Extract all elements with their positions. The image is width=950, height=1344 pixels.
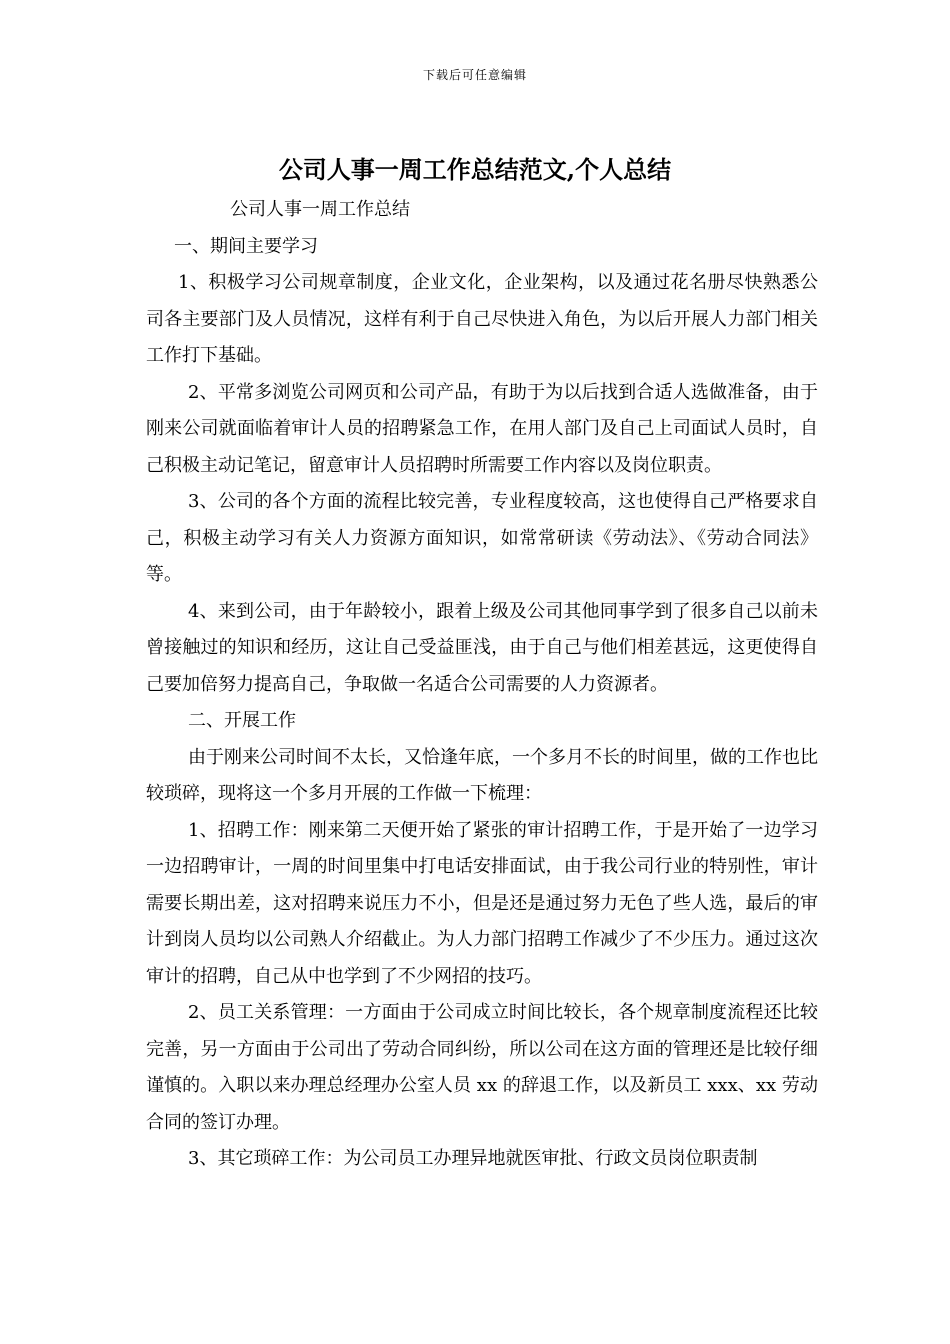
section-heading-study: 一、期间主要学习 [174, 235, 318, 257]
header-note: 下载后可任意编辑 [422, 68, 527, 82]
document-title: 公司人事一周工作总结范文,个人总结 [278, 155, 672, 184]
document-body [146, 192, 818, 1178]
paragraph-study-3: 3、公司的各个方面的流程比较完善，专业程度较高，这也使得自己严格要求自己，积极主动学习有关人力资源方面知识，如常常研读《劳动法》、《劳动合同法》等。 [146, 491, 818, 585]
paragraph-work-intro: 由于刚来公司时间不太长，又恰逢年底，一个多月不长的时间里，做的工作也比较琐碎，现将这一个多月开展的工作做一下梳理： [146, 746, 818, 804]
paragraph-study-1: 1、积极学习公司规章制度，企业文化，企业架构，以及通过花名册尽快熟悉公司各主要部门及人员情况，这样有利于自己尽快进入角色，为以后开展人力部门相关工作打下基础。 [146, 272, 818, 366]
document-subtitle: 公司人事一周工作总结 [230, 199, 410, 220]
paragraph-work-2: 2、员工关系管理：一方面由于公司成立时间比较长，各个规章制度流程还比较完善，另一方面由于公司出了劳动合同纠纷，所以公司在这方面的管理还是比较仔细谨慎的。入职以来办理总经理办公室人员 xx 的辞退工作，以及新员工 xxx、xx 劳动合同的签订办理。 [146, 1002, 818, 1133]
paragraph-study-4: 4、来到公司，由于年龄较小，跟着上级及公司其他同事学到了很多自己以前未曾接触过的知识和经历，这让自己受益匪浅，由于自己与他们相差甚远，这更使得自己要加倍努力提高自己，争取做一名适合公司需要的人力资源者。 [146, 600, 818, 695]
paragraph-work-3: 3、其它琐碎工作：为公司员工办理异地就医审批、行政文员岗位职责制 [188, 1148, 758, 1169]
section-heading-work: 二、开展工作 [188, 710, 296, 731]
paragraph-study-2: 2、平常多浏览公司网页和公司产品，有助于为以后找到合适人选做准备，由于刚来公司就面临着审计人员的招聘紧急工作，在用人部门及自己上司面试人员时，自己积极主动记笔记，留意审计人员招聘时所需要工作内容以及岗位职责。 [146, 381, 818, 476]
paragraph-work-1: 1、招聘工作：刚来第二天便开始了紧张的审计招聘工作，于是开始了一边学习一边招聘审计，一周的时间里集中打电话安排面试，由于我公司行业的特别性，审计需要长期出差，这对招聘来说压力不小，但是还是通过努力无色了些人选，最后的审计到岗人员均以公司熟人介绍截止。为人力部门招聘工作减少了不少压力。通过这次审计的招聘，自己从中也学到了不少网招的技巧。 [146, 819, 818, 987]
